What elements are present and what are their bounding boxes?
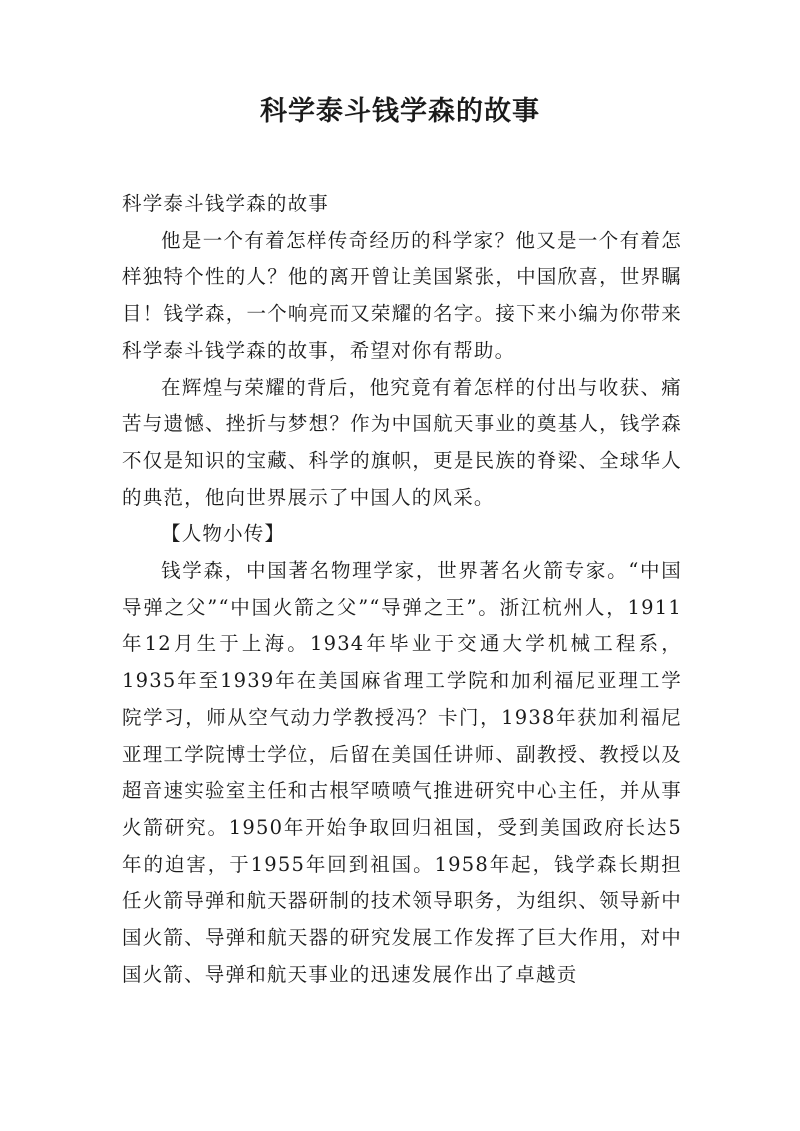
document-title: 科学泰斗钱学森的故事 [260, 96, 540, 127]
background-paragraph: 在辉煌与荣耀的背后，他究竟有着怎样的付出与收获、痛苦与遗憾、挫折与梦想？作为中国航天事业的奠基人，钱学森不仅是知识的宝藏、科学的旗帜，更是民族的脊梁、全球华人的典范，他向世界展示了中国人的风采。 [122, 375, 682, 509]
document-body [122, 186, 682, 993]
intro-paragraph: 他是一个有着怎样传奇经历的科学家？他又是一个有着怎样独特个性的人？他的离开曾让美国紧张，中国欣喜，世界瞩目！钱学森，一个响亮而又荣耀的名字。接下来小编为你带来科学泰斗钱学森的故事，希望对你有帮助。 [122, 228, 682, 362]
section-heading: 【人物小传】 [161, 522, 286, 546]
document-subtitle: 科学泰斗钱学森的故事 [122, 192, 330, 215]
biography-paragraph: 钱学森，中国著名物理学家，世界著名火箭专家。“中国导弹之父”“中国火箭之父”“导弹之王”。浙江杭州人，1911年12月生于上海。1934年毕业于交通大学机械工程系，1935年至1939年在美国麻省理工学院和加利福尼亚理工学院学习，师从空气动力学教授冯？卡门，1938年获加利福尼亚理工学院博士学位，后留在美国任讲师、副教授、教授以及超音速实验室主任和古根罕喷喷气推进研究中心主任，并从事火箭研究。1950年开始争取回归祖国，受到美国政府长达5年的迫害，于1955年回到祖国。1958年起，钱学森长期担任火箭导弹和航天器研制的技术领导职务，为组织、领导新中国火箭、导弹和航天器的研究发展工作发挥了巨大作用，对中国火箭、导弹和航天事业的迅速发展作出了卓越贡 [122, 559, 682, 986]
